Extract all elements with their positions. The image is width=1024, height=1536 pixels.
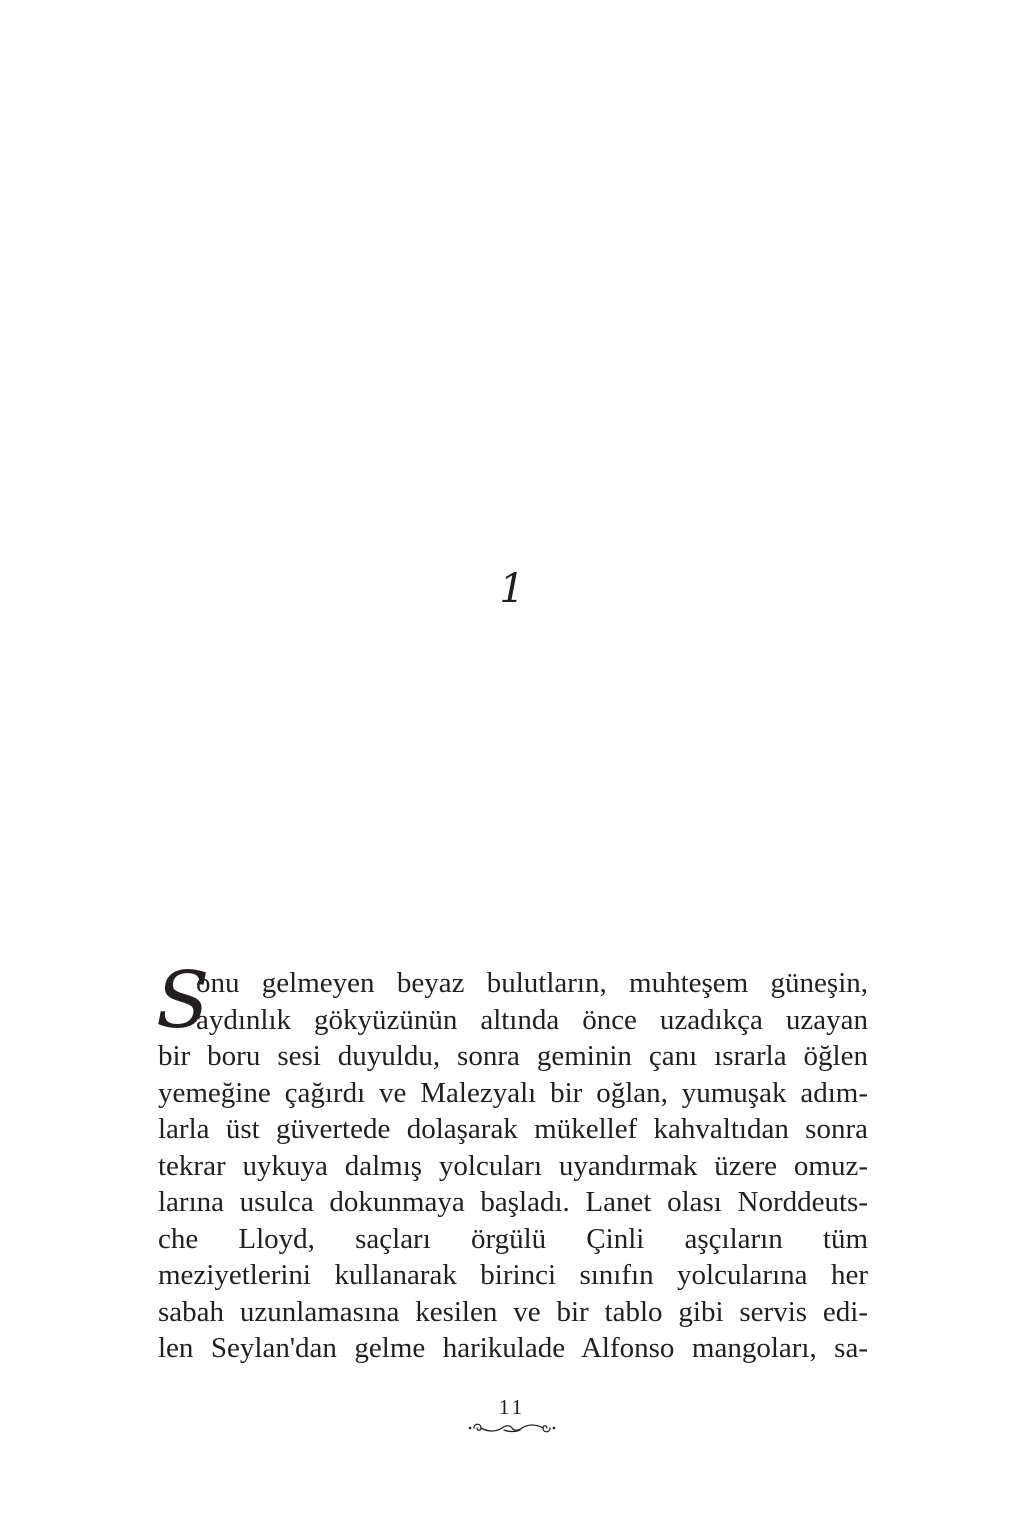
text-line: yemeğine çağırdı ve Malezyalı bir oğlan, yumuşak adım- — [158, 1076, 868, 1109]
text-line: bir boru sesi duyuldu, sonra geminin çanı ısrarla öğlen — [158, 1040, 868, 1072]
text-line: len Seylan'dan gelme harikulade Alfonso mangoları, sa- — [158, 1332, 868, 1364]
scroll-ornament-icon — [466, 1418, 558, 1438]
text-line: sabah uzunlamasına kesilen ve bir tablo gibi servis edi- — [158, 1295, 868, 1328]
chapter-number: 1 — [499, 566, 525, 612]
page-footer — [0, 1396, 1024, 1438]
text-line: larla üst güvertede dolaşarak mükellef kahvaltıdan sonra — [158, 1113, 868, 1145]
text-line: aydınlık gökyüzünün altında önce uzadıkça uzayan — [196, 1003, 868, 1036]
text-line: onu gelmeyen beyaz bulutların, muhteşem güneşin, — [196, 967, 868, 999]
body-paragraph — [156, 956, 868, 1367]
text-line: che Lloyd, saçları örgülü Çinli aşçıların tüm — [158, 1222, 868, 1255]
page-number: 11 — [498, 1395, 526, 1419]
text-line: tekrar uykuya dalmış yolcuları uyandırmak üzere omuz- — [158, 1149, 868, 1182]
text-line: meziyetlerini kullanarak birinci sınıfın yolcularına her — [158, 1259, 868, 1291]
text-line: larına usulca dokunmaya başladı. Lanet olası Norddeuts- — [158, 1186, 868, 1218]
drop-cap: S — [156, 956, 210, 1046]
